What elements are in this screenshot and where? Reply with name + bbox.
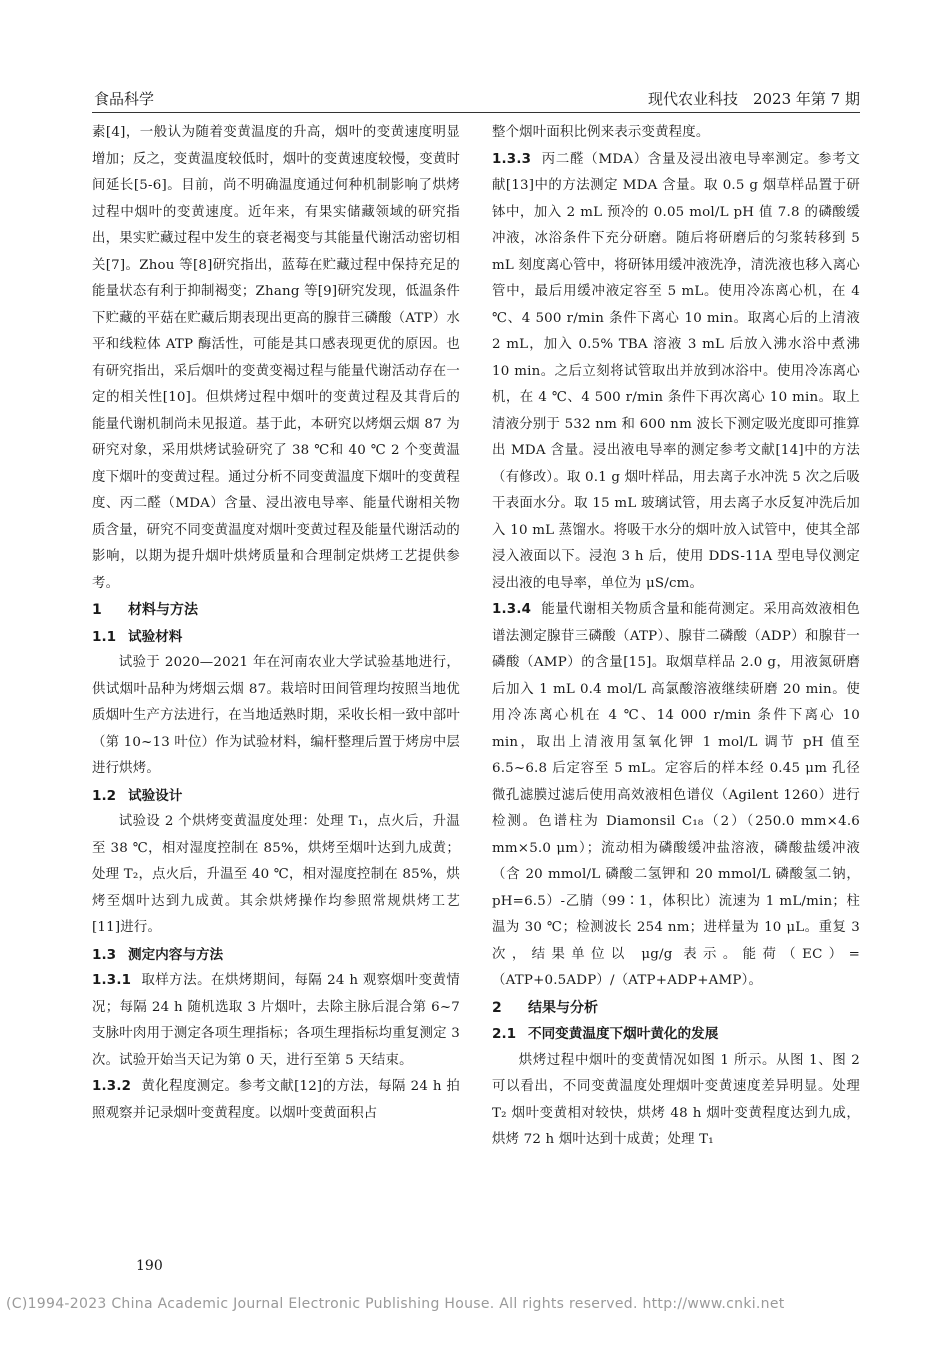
runin-label: 1.3.3 <box>492 151 532 167</box>
section-title: 结果与分析 <box>528 999 598 1016</box>
continued-paragraph: 整个烟叶面积比例来表示变黄程度。 <box>492 125 710 140</box>
section-heading-2 <box>492 995 860 1022</box>
runin-label: 1.3.2 <box>92 1079 132 1094</box>
paragraph-1-3-3 <box>492 147 860 598</box>
runin-text: 黄化程度测定。参考文献[12]的方法，每隔 24 h 拍照观察并记录烟叶变黄程度。以烟叶变黄面积占 <box>92 1079 460 1121</box>
subsection-title: 测定内容与方法 <box>128 946 224 963</box>
page-number: 190 <box>136 1258 163 1274</box>
paragraph-1-2: 试验设 2 个烘烤变黄温度处理：处理 T₁，点火后，升温至 38 ℃，相对湿度控制在 85%，烘烤至烟叶达到九成黄；处理 T₂，点火后，升温至 40 ℃，相对湿度控制在 85%，烘烤至烟叶达到九成黄。其余烘烤操作均参照常规烘烤工艺[11]进行。 <box>92 814 460 935</box>
journal-section: 食品科学 <box>94 90 155 108</box>
copyright-footer: (C)1994-2023 China Academic Journal Electronic Publishing House. All rights reserved. http://www.cnki.net <box>6 1296 785 1312</box>
section-title: 材料与方法 <box>128 602 198 618</box>
paragraph-1-3-1 <box>92 968 460 1074</box>
runin-text: 能量代谢相关物质含量和能荷测定。采用高效液相色谱法测定腺苷三磷酸（ATP）、腺苷二磷酸（ADP）和腺苷一磷酸（AMP）的含量[15]。取烟草样品 2.0 g，用液氮研磨后加入 1 mL 0.4 mol/L 高氯酸溶液继续研磨 20 min。使用冷冻离心机在 4 ℃、14 000 r/min 条件下离心 10 min，取出上清液用氢氧化钾 1 mol/L 调节 pH 值至 6.5~6.8 后定容至 5 mL。定容后的样本经 0.45 μm 孔径微孔滤膜过滤后使用高效液相色谱仪（Agilent 1260）进行检测。色谱柱为 Diamonsil C₁₈（2）（250.0 mm×4.6 mm×5.0 μm）；流动相为磷酸缓冲盐溶液，磷酸盐缓冲液（含 20 mmol/L 磷酸二氢钾和 20 mmol/L 磷酸氢二钠，pH=6.5）-乙腈（99∶1，体积比）流速为 1 mL/min；柱温为 30 ℃；检测波长 254 nm；进样量为 10 μL。重复 3 次，结果单位以 μg/g 表示。能荷（EC）=（ATP+0.5ADP）/（ATP+ADP+AMP）。 <box>492 602 860 988</box>
subsection-heading-2-1 <box>492 1021 860 1048</box>
runin-text: 取样方法。在烘烤期间，每隔 24 h 观察烟叶变黄情况；每隔 24 h 随机选取 3 片烟叶，去除主脉后混合第 6~7 支脉叶肉用于测定各项生理指标；各项生理指标均重复测定 3 次。试验开始当天记为第 0 天，进行至第 5 天结束。 <box>92 973 460 1068</box>
journal-info: 现代农业科技 2023 年第 7 期 <box>647 90 860 108</box>
subsection-heading-1-1 <box>92 624 460 651</box>
runin-label: 1.3.4 <box>492 602 532 617</box>
section-number: 1 <box>92 602 102 618</box>
subsection-number: 2.1 <box>492 1026 517 1042</box>
subsection-number: 1.1 <box>92 628 117 645</box>
paragraph-1-1: 试验于 2020—2021 年在河南农业大学试验基地进行，供试烟叶品种为烤烟云烟 87。栽培时田间管理均按照当地优质烟叶生产方法进行，在当地适熟时期，采收长相一致中部叶（第 10~13 叶位）作为试验材料，编杆整理后置于烤房中层进行烘烤。 <box>92 655 460 776</box>
subsection-heading-1-3 <box>92 942 460 969</box>
right-column <box>492 120 860 1154</box>
paragraph-2-1: 烘烤过程中烟叶的变黄情况如图 1 所示。从图 1、图 2 可以看出，不同变黄温度处理烟叶变黄速度差异明显。处理 T₂ 烟叶变黄相对较快，烘烤 48 h 烟叶变黄程度达到九成，烘烤 72 h 烟叶达到十成黄；处理 T₁ <box>492 1052 860 1147</box>
intro-paragraph: 素[4]，一般认为随着变黄温度的升高，烟叶的变黄速度明显增加；反之，变黄温度较低时，烟叶的变黄速度较慢，变黄时间延长[5-6]。目前，尚不明确温度通过何种机制影响了烘烤过程中烟叶的变黄速度。近年来，有果实储藏领域的研究指出，果实贮藏过程中发生的衰老褐变与其能量代谢活动密切相关[7]。Zhou 等[8]研究指出，蓝莓在贮藏过程中保持充足的能量状态有利于抑制褐变；Zhang 等[9]研究发现，低温条件下贮藏的平菇在贮藏后期表现出更高的腺苷三磷酸（ATP）水平和线粒体 ATP 酶活性，可能是其口感表现更优的原因。也有研究指出，采后烟叶的变黄变褐过程与能量代谢活动存在一定的相关性[10]。但烘烤过程中烟叶的变黄过程及其背后的能量代谢机制尚未见报道。基于此，本研究以烤烟云烟 87 为研究对象，采用烘烤试验研究了 38 ℃和 40 ℃ 2 个变黄温度下烟叶的变黄过程。通过分析不同变黄温度下烟叶的变黄程度、丙二醛（MDA）含量、浸出液电导率、能量代谢相关物质含量，研究不同变黄温度对烟叶变黄过程及能量代谢活动的影响，以期为提升烟叶烘烤质量和合理制定烘烤工艺提供参考。 <box>92 125 460 591</box>
subsection-title: 不同变黄温度下烟叶黄化的发展 <box>528 1026 719 1042</box>
subsection-heading-1-2 <box>92 783 460 810</box>
subsection-title: 试验设计 <box>128 787 183 804</box>
subsection-title: 试验材料 <box>128 628 183 645</box>
runin-text: 丙二醛（MDA）含量及浸出液电导率测定。参考文献[13]中的方法测定 MDA 含量。取 0.5 g 烟草样品置于研钵中，加入 2 mL 预冷的 0.05 mol/L pH 值 7.8 的磷酸缓冲液，冰浴条件下充分研磨。随后将研磨后的匀浆转移到 5 mL 刻度离心管中，将研钵用缓冲液洗净，清洗液也移入离心管中，最后用缓冲液定容至 5 mL。使用冷冻离心机，在 4 ℃、4 500 r/min 条件下离心 10 min。取离心后的上清液 2 mL，加入 0.5% TBA 溶液 3 mL 后放入沸水浴中煮沸 10 min。之后立刻将试管取出并放到冰浴中。使用冷冻离心机，在 4 ℃、4 500 r/min 条件下再次离心 10 min。取上清液分别于 532 nm 和 600 nm 波长下测定吸光度即可推算出 MDA 含量。浸出液电导率的测定参考文献[14]中的方法（有修改）。取 0.1 g 烟叶样品，用去离子水冲洗 5 次之后吸干表面水分。取 15 mL 玻璃试管，用去离子水反复冲洗后加入 10 mL 蒸馏水。将吸干水分的烟叶放入试管中，使其全部浸入液面以下。浸泡 3 h 后，使用 DDS-11A 型电导仪测定浸出液的电导率，单位为 μS/cm。 <box>492 151 860 591</box>
subsection-number: 1.3 <box>92 946 117 963</box>
paragraph-1-3-2 <box>92 1074 460 1127</box>
section-number: 2 <box>492 999 502 1016</box>
paragraph-1-3-4 <box>492 597 860 995</box>
section-heading-1 <box>92 597 460 624</box>
subsection-number: 1.2 <box>92 787 117 804</box>
runin-label: 1.3.1 <box>92 973 132 988</box>
running-header <box>92 86 860 113</box>
left-column <box>92 120 460 1127</box>
